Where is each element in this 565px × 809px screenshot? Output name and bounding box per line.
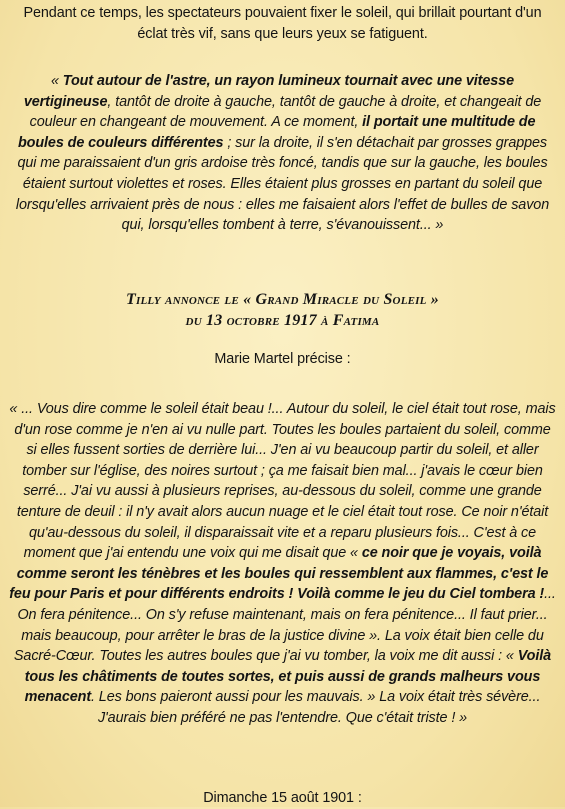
quote1-bold-1: Tout autour de l'astre, un rayon lumineux tournait avec une vitesse vertigineuse (23, 73, 514, 110)
quote1-bold-2: il portait une multitude de boules de couleurs différentes (17, 114, 536, 151)
quote1-open: « (50, 73, 63, 89)
section-title (8, 290, 557, 331)
quote-paragraph-2 (8, 399, 557, 729)
quote2-bold-2: Voilà tous les châtiments de toutes sortes, et puis aussi de grands malheurs vous menacent (24, 648, 552, 706)
quote1-text-2: ; sur la droite, il s'en détachait par grosses grappes qui me paraissaient d'un gris ardoise très foncé, tandis que sur la gauche, les boules étaient surtout violettes et roses. Elles étaient plus grosses en partant du soleil que lorsqu'elles arrivaient près de nous : elles me faisaient alors l'effet de bulles de savon qui, lorsqu'elles tombent à terre, s'évanouissent... » (15, 134, 550, 234)
quote2-text-3: . Les bons paieront aussi pour les mauvais. » La voix était très sévère... J'aurais bien préféré ne pas l'entendre. Que c'était triste ! » (91, 689, 541, 726)
quote1-text-1: , tantôt de droite à gauche, tantôt de gauche à droite, et changeait de couleur en changeant de mouvement. A ce moment, (29, 93, 542, 131)
section-title-line-1: Tilly annonce le « Grand Miracle du Soleil » (126, 291, 439, 308)
quote2-text-2: ... On fera pénitence... On s'y refuse maintenant, mais on fera pénitence... Il faut prier... mais beaucoup, pour arrêter le bras de la justice divine ». La voix était bien celle du Sacré-Cœur. Toutes les autres boules que j'ai vu tomber, la voix me dit aussi : « (13, 586, 556, 665)
date-heading: Dimanche 15 août 1901 : (203, 790, 362, 806)
section-title-line-2: du 13 octobre 1917 à Fatima (185, 311, 380, 329)
quote2-bold-1: ce noir que je voyais, voilà comme seront les ténèbres et les boules qui ressemblent aux flammes, c'est le feu pour Paris et pour différents endroits ! Voilà comme le jeu du Ciel tombera ! (9, 545, 549, 603)
quote2-text-1: « ... Vous dire comme le soleil était beau !... Autour du soleil, le ciel était tout rose, mais d'un rose comme je n'en ai vu nulle part. Toutes les boules partaient du soleil, comme si elles fussent sorties de derrière lui... J'en ai vu beaucoup partir du soleil, et aller tomber sur l'église, des noires surtout ; ça me faisait bien mal... j'avais le cœur bien serré... J'ai vu aussi à plusieurs reprises, au-dessous du soleil, comme une grande tenture de deuil : il n'y avait alors aucun nuage et le ciel était tout rose. Ce noir n'était qu'au-dessous du soleil, il disparaissait vite et a reparu plusieurs fois... C'est à ce moment que j'ai entendu une voix qui me disait que « (9, 401, 556, 562)
lead-paragraph: Marie Martel précise : (214, 351, 351, 367)
quote-paragraph-1 (8, 71, 557, 236)
intro-paragraph: Pendant ce temps, les spectateurs pouvaient fixer le soleil, qui brillait pourtant d'un éclat très vif, sans que leurs yeux se fatiguent. (23, 5, 542, 42)
